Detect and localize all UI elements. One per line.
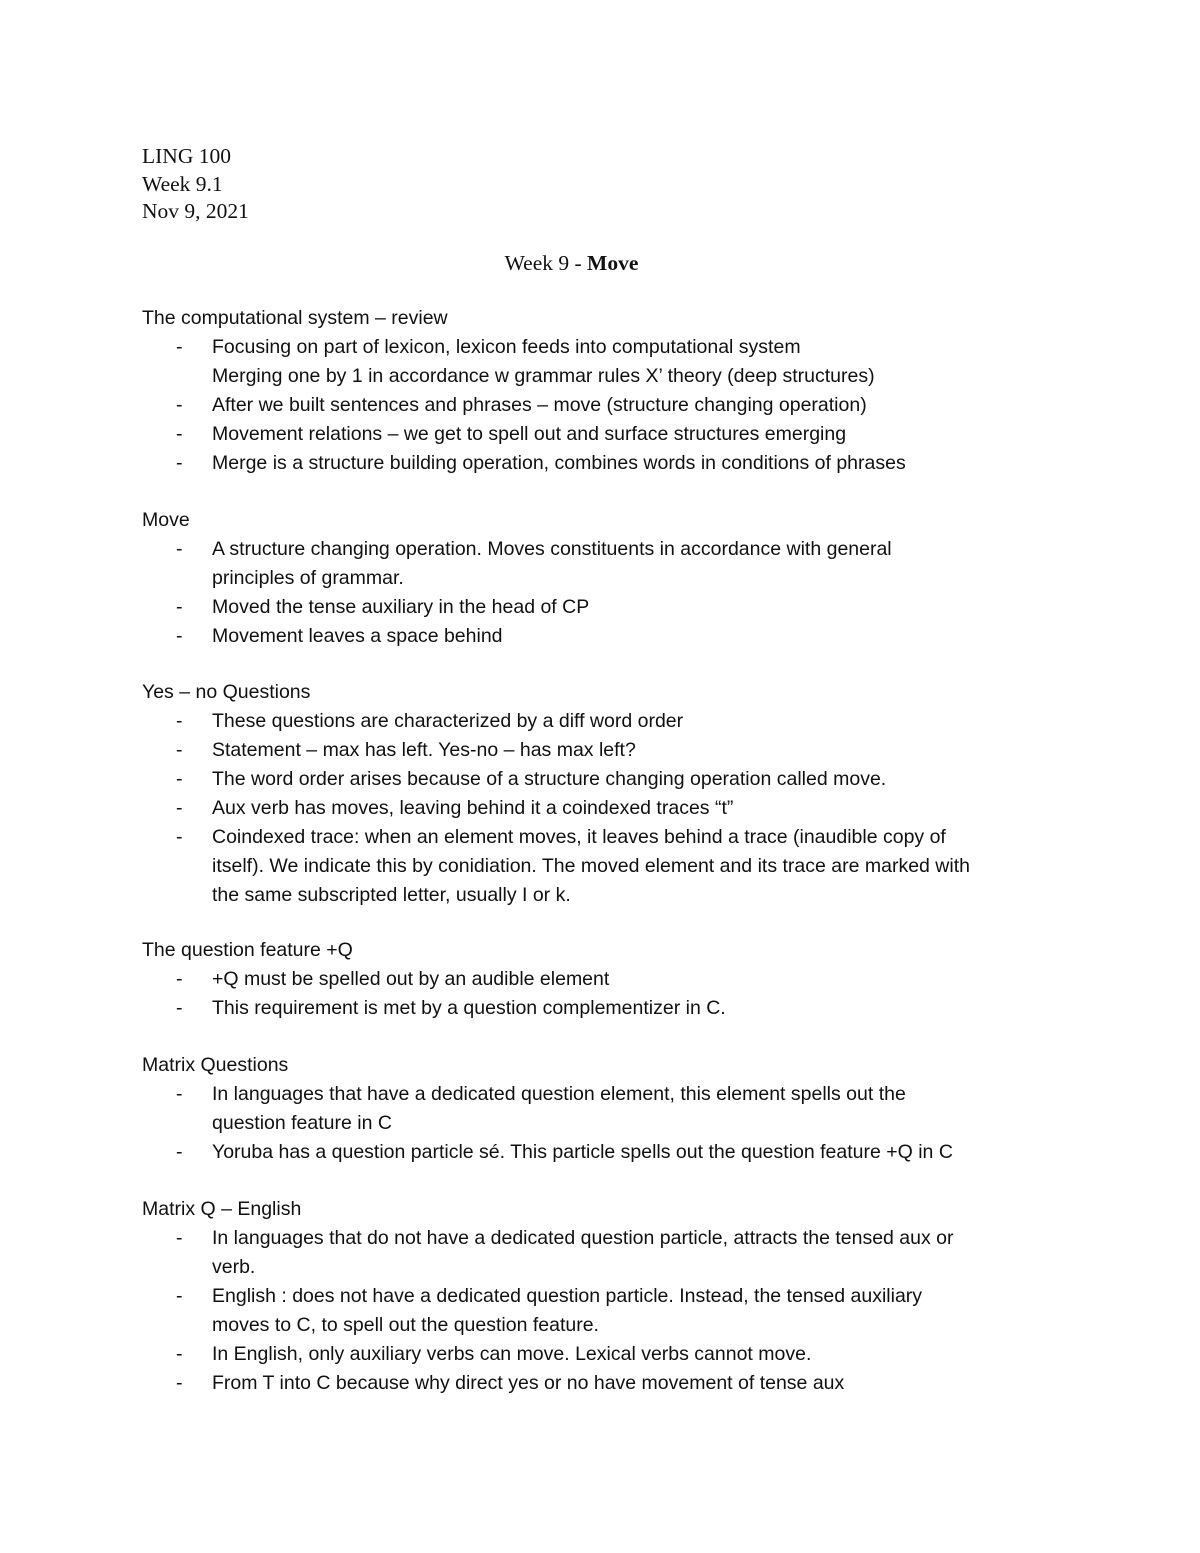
bullet-text-line: In languages that do not have a dedicated question particle, attracts the tensed aux or [212,1227,954,1249]
dash-bullet-icon: - [176,768,183,790]
section-heading: Matrix Questions [142,1054,289,1076]
bullet-item [142,1080,1102,1138]
dash-bullet-icon: - [176,336,183,358]
bullet-text-line: principles of grammar. [212,567,404,589]
dash-bullet-icon: - [176,826,183,848]
dash-bullet-icon: - [176,1285,183,1307]
section-heading: The question feature +Q [142,939,353,961]
bullet-item [142,965,1102,994]
dash-bullet-icon: - [176,1343,183,1365]
dash-bullet-icon: - [176,1372,183,1394]
bullet-text-line: In English, only auxiliary verbs can move. Lexical verbs cannot move. [212,1343,812,1365]
bullet-text-line: Coindexed trace: when an element moves, it leaves behind a trace (inaudible copy of [212,826,946,848]
bullet-text-line: Moved the tense auxiliary in the head of CP [212,596,590,618]
bullet-text-line: Merge is a structure building operation, combines words in conditions of phrases [212,452,906,474]
bullet-text-line: Merging one by 1 in accordance w grammar rules X’ theory (deep structures) [212,365,875,387]
dash-bullet-icon: - [176,538,183,560]
page-title [0,249,1143,277]
bullet-text-line: Movement relations – we get to spell out and surface structures emerging [212,423,847,445]
dash-bullet-icon: - [176,1083,183,1105]
notes-section [142,1195,1102,1398]
bullet-text-line: From T into C because why direct yes or no have movement of tense aux [212,1372,845,1394]
section-heading: Yes – no Questions [142,681,311,703]
bullet-item [142,823,1102,910]
bullet-item [142,333,1102,391]
bullet-text-line: In languages that have a dedicated question element, this element spells out the [212,1083,906,1105]
bullet-list [142,965,1102,1023]
week-label: Week 9.1 [142,171,223,196]
bullet-text-line: verb. [212,1256,256,1278]
bullet-item [142,1282,1102,1340]
dash-bullet-icon: - [176,797,183,819]
bullet-item [142,794,1102,823]
bullet-list [142,333,1102,478]
bullet-item [142,1224,1102,1282]
dash-bullet-icon: - [176,1227,183,1249]
bullet-item [142,449,1102,478]
bullet-text-line: A structure changing operation. Moves constituents in accordance with general [212,538,892,560]
notes-section [142,506,1102,651]
course-code: LING 100 [142,144,231,168]
section-heading: Move [142,509,190,531]
bullet-text-line: After we built sentences and phrases – move (structure changing operation) [212,394,867,416]
notes-section [142,304,1102,478]
section-heading: Matrix Q – English [142,1198,302,1220]
dash-bullet-icon: - [176,968,183,990]
bullet-text-line: This requirement is met by a question complementizer in C. [212,997,726,1019]
bullet-text-line: Yoruba has a question particle sé. This particle spells out the question feature +Q in C [212,1141,953,1163]
bullet-item [142,1369,1102,1398]
dash-bullet-icon: - [176,739,183,761]
notes-section [142,1051,1102,1167]
bullet-text-line: +Q must be spelled out by an audible element [212,968,610,990]
bullet-item [142,736,1102,765]
bullet-item [142,1340,1102,1369]
bullet-text-line: Movement leaves a space behind [212,625,503,647]
bullet-item [142,535,1102,593]
dash-bullet-icon: - [176,997,183,1019]
bullet-item [142,765,1102,794]
bullet-item [142,994,1102,1023]
notes-section [142,936,1102,1023]
bullet-item [142,420,1102,449]
section-heading: The computational system – review [142,307,448,329]
bullet-text-line: English : does not have a dedicated question particle. Instead, the tensed auxiliary [212,1285,923,1307]
dash-bullet-icon: - [176,423,183,445]
bullet-item [142,1138,1102,1167]
bullet-list [142,707,1102,910]
bullet-text-line: the same subscripted letter, usually I or k. [212,884,571,906]
title-prefix: Week 9 - [504,251,588,275]
date-label: Nov 9, 2021 [142,199,249,223]
bullet-text-line: itself). We indicate this by conidiation. The moved element and its trace are marked with [212,855,970,877]
dash-bullet-icon: - [176,710,183,732]
dash-bullet-icon: - [176,1141,183,1163]
bullet-text-line: Focusing on part of lexicon, lexicon feeds into computational system [212,336,801,358]
bullet-item [142,707,1102,736]
bullet-text-line: moves to C, to spell out the question feature. [212,1314,599,1336]
dash-bullet-icon: - [176,596,183,618]
notes-section [142,678,1102,910]
dash-bullet-icon: - [176,452,183,474]
bullet-text-line: question feature in C [212,1112,392,1134]
bullet-item [142,593,1102,622]
bullet-text-line: These questions are characterized by a diff word order [212,710,684,732]
bullet-item [142,622,1102,651]
bullet-list [142,1224,1102,1398]
title-emphasis: Move [587,251,639,275]
dash-bullet-icon: - [176,625,183,647]
bullet-text-line: The word order arises because of a structure changing operation called move. [212,768,887,790]
dash-bullet-icon: - [176,394,183,416]
document-header [142,143,249,226]
bullet-text-line: Statement – max has left. Yes-no – has max left? [212,739,636,761]
bullet-list [142,1080,1102,1167]
bullet-list [142,535,1102,651]
bullet-text-line: Aux verb has moves, leaving behind it a coindexed traces “t” [212,797,734,819]
bullet-item [142,391,1102,420]
